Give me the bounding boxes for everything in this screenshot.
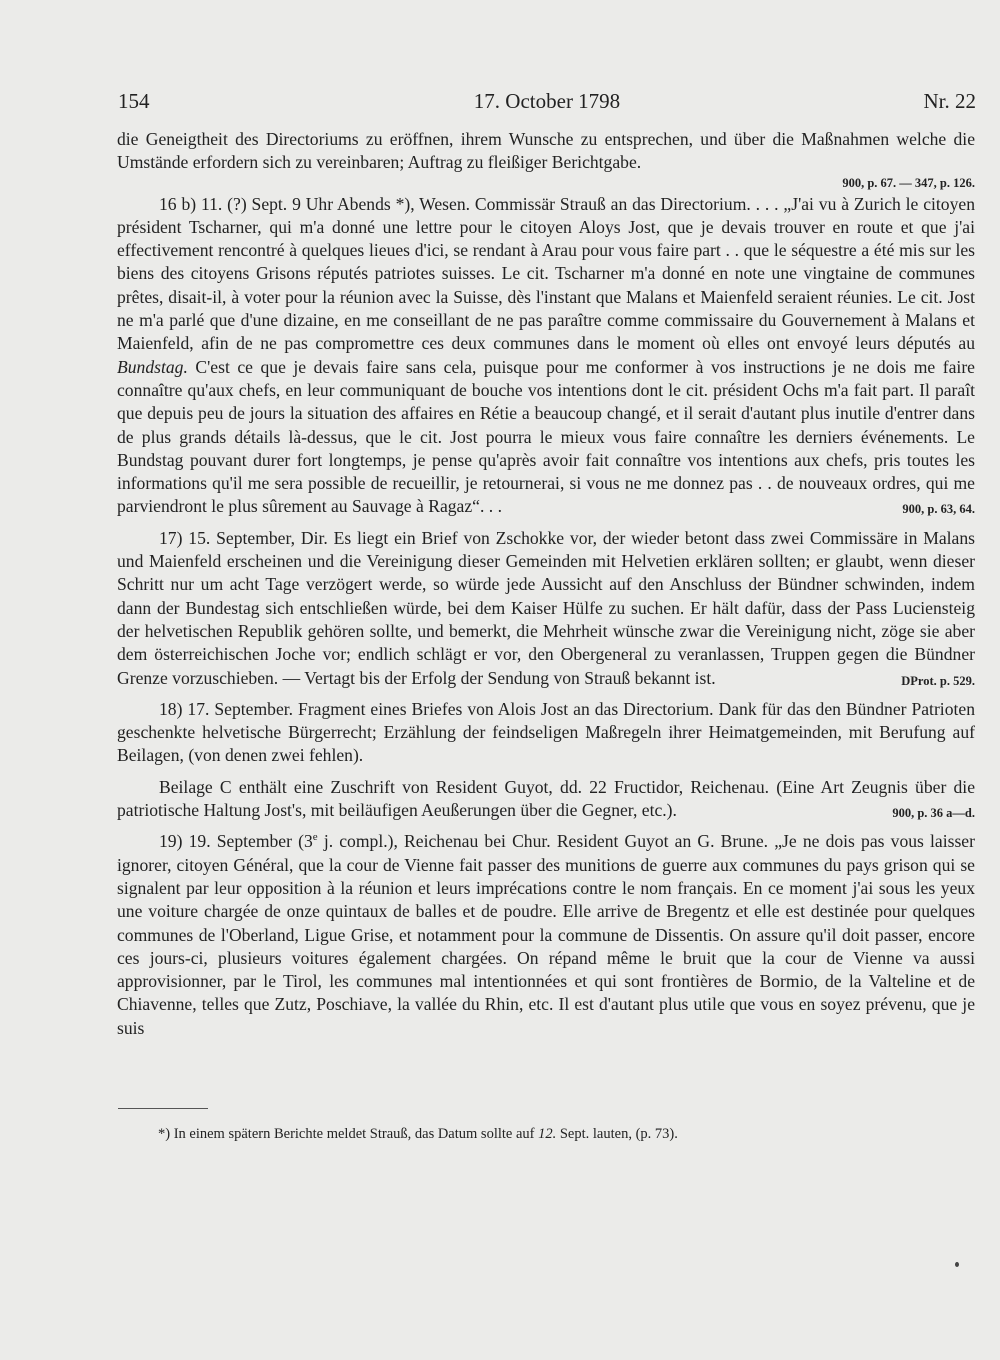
paragraph-1-text: die Geneigtheit des Directoriums zu eröffnen, ihrem Wunsche zu entsprechen, und über die Maßnahmen welche die Umstände erfordern sich zu vereinbaren; Auftrag zu fleißiger Berichtgabe. xyxy=(117,129,975,173)
paragraph-5-reference: 900, p. 36 a—d. xyxy=(892,806,975,821)
page-number: 154 xyxy=(118,89,150,113)
paragraph-2-reference: 900, p. 63, 64. xyxy=(902,502,975,517)
paragraph-6-text-b: j. compl.), Reichenau bei Chur. Resident Guyot an G. Brune. „Je ne dois pas vous laisser ignorer, citoyen Général, que la cour de Vienne fait passer des munitions de guerre aux communes du pays grison qui se signalent par leur opposition à la réunion et leurs imprécations contre le nom français. En ce moment j'ai sous les yeux une voiture chargée de onze quintaux de balles et de poudre. Elle arrive de Bregentz et elle est destinée pour quelques communes de l'Oberland, Ligue Grise, et notamment pour la commune de Dissentis. On assure qu'il doit passer, encore ces jours-ci, plusieurs voitures également chargées. On répand même le bruit que la cour de Vienne va aussi approvisionner, par le Tirol, les communes mal intentionnées et qui sont frontières de Bormio, de la Valteline et de Chiavenne, telles que Zutz, Poschiave, la vallée du Rhin, etc. Il est d'autant plus utile que vous en soyez prévenu, que je suis xyxy=(117,831,975,1038)
paragraph-4-text: 18) 17. September. Fragment eines Briefes von Alois Jost an das Directorium. Dank für das den Bündner Patrioten geschenkte helvetische Bürgerrecht; Erzählung der feindseligen Maßregeln ihrer Heimatgemeinden, mit Berufung auf Beilagen, (von denen zwei fehlen). xyxy=(117,698,975,766)
document-number: Nr. 22 xyxy=(923,89,976,113)
main-text xyxy=(117,128,975,1040)
paragraph-6-text-a: 19) 19. September (3 xyxy=(159,831,313,852)
footnote-text-a: *) In einem spätern Berichte meldet Strauß, das Datum sollte auf xyxy=(158,1126,539,1142)
paragraph-6 xyxy=(117,830,975,1040)
paragraph-2-text-b: C'est ce que je devais faire sans cela, puisque pour me conformer à vos instructions je ne dois me faire connaître qu'aux chefs, en leur communiquant de bouche vos intentions dont le cit. président Ochs m'a fait part. Il paraît que depuis peu de jours la situation des affaires en Rétie a beaucoup changé, et il serait d'autant plus inutile d'entrer dans de plus grands détails là-dessus, que le cit. Jost pourra le mieux vous faire connaître les derniers événements. Le Bundstag pouvant durer fort longtemps, je pense qu'après avoir fait connaître vos intentions aux chefs, pris toutes les informations qu'il me sera possible de recueillir, je retournerai, si vous ne me donnez pas . . de nouveaux ordres, qui me parviendront le plus sûrement au Sauvage à Ragaz“. . . xyxy=(117,356,975,517)
paragraph-2-text-a: 16 b) 11. (?) Sept. 9 Uhr Abends *), Wesen. Commissär Strauß an das Directorium. . . . „J'ai vu à Zurich le citoyen président Tscharner, qui m'a donné une lettre pour le citoyen Aloys Jost, que je devais trouver en route et que j'ai effectivement rencontré à quelques lieues d'ici, se rendant à Arau pour vous faire part . . que le séquestre a été mis sur les biens des citoyens Grisons réputés patriotes suisses. Le cit. Tscharner m'a donné en note une vingtaine de communes prêtes, disait-il, à voter pour la réunion avec la Suisse, dès l'instant que Malans et Maienfeld seraient réunies. Le cit. Jost ne m'a parlé que d'une dizaine, en me conseillant de ne pas paraître comme commissaire du Gouvernement à Malans et Maienfeld, afin de ne pas compromettre ces deux communes dans le moment où elles ont envoyé leurs députés au xyxy=(117,193,975,354)
paragraph-3-text: 17) 15. September, Dir. Es liegt ein Brief von Zschokke vor, der wieder betont dass zwei Commissäre in Malans und Maienfeld erscheinen und die Vereinigung dieser Gemeinden mit Helvetien erklären sollten; er glaubt, wenn dieser Schritt nur um acht Tage verzögert werde, so würde jede Aussicht auf den Anschluss der Bündner schwinden, indem dann der Bundestag sich entschließen würde, bei dem Kaiser Hülfe zu suchen. Er hält dafür, dass der Pass Luciensteig der helvetischen Republik gehören sollte, und bemerkt, die Mehrheit wünsche zwar die Vereinigung nicht, zöge sie aber dem österreichischen Joche vor; endlich schlägt er vor, den Obergeneral zu veranlassen, Truppen gegen die Bündner Grenze vorzuschieben. — Vertagt bis der Erfolg der Sendung von Strauß bekannt ist. xyxy=(117,527,975,688)
paragraph-3 xyxy=(117,527,975,690)
paragraph-2-italic: Bundstag. xyxy=(117,356,188,377)
paragraph-2 xyxy=(117,193,975,519)
footnote xyxy=(158,1124,858,1144)
paragraph-1-reference: 900, p. 67. — 347, p. 126. xyxy=(842,175,975,190)
running-head xyxy=(118,89,976,115)
paragraph-6-superscript: e xyxy=(312,831,318,844)
paragraph-3-reference: DProt. p. 529. xyxy=(901,673,975,688)
paragraph-1 xyxy=(117,128,975,175)
paragraph-5-text: Beilage C enthält eine Zuschrift von Resident Guyot, dd. 22 Fructidor, Reichenau. (Eine Art Zeugnis über die patriotische Haltung Jost's, mit beiläufigen Aeußerungen über die Gegner, etc.). xyxy=(117,776,975,821)
running-head-date: 17. October 1798 xyxy=(473,89,621,113)
footnote-text-b: Sept. lauten, (p. 73). xyxy=(556,1126,678,1142)
footnote-rule xyxy=(118,1108,208,1109)
footnote-italic: 12. xyxy=(538,1126,557,1142)
paragraph-5 xyxy=(117,776,975,823)
paragraph-4 xyxy=(117,698,975,768)
ink-speck xyxy=(955,1262,959,1267)
